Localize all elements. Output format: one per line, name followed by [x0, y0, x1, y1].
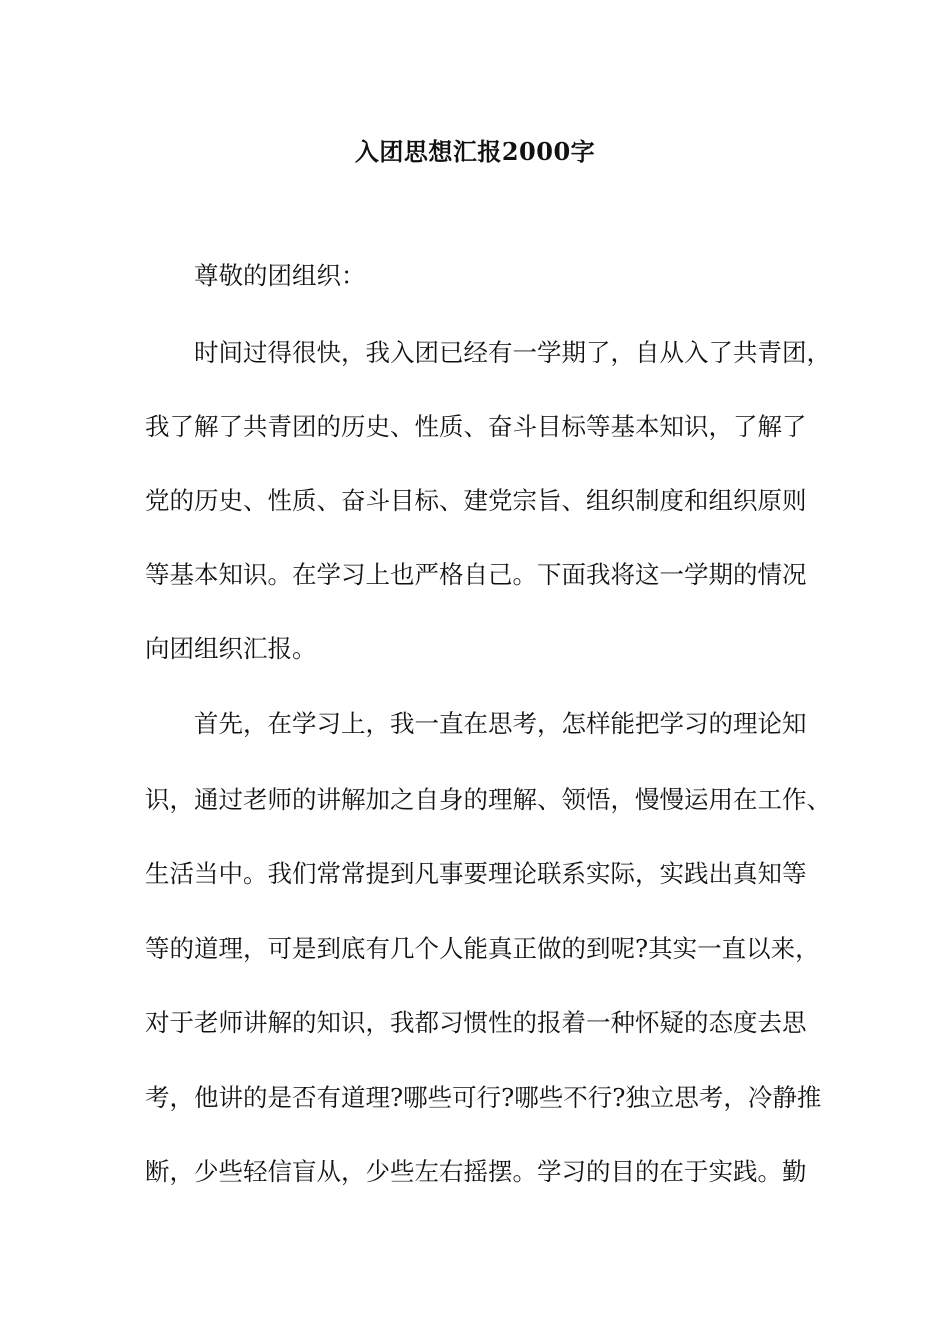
- paragraph-line: 对于老师讲解的知识，我都习惯性的报着一种怀疑的态度去思: [145, 1008, 807, 1037]
- salutation: 尊敬的团组织：: [194, 261, 366, 290]
- paragraph-line: 生活当中。我们常常提到凡事要理论联系实际，实践出真知等: [145, 859, 807, 888]
- paragraph-line: 等基本知识。在学习上也严格自己。下面我将这一学期的情况: [145, 560, 807, 589]
- paragraph-line: 向团组织汇报。: [145, 634, 317, 663]
- paragraph-line: 断，少些轻信盲从，少些左右摇摆。学习的目的在于实践。勤: [145, 1157, 807, 1186]
- paragraph-line: 首先，在学习上，我一直在思考，怎样能把学习的理论知: [194, 709, 807, 738]
- paragraph-line: 党的历史、性质、奋斗目标、建党宗旨、组织制度和组织原则: [145, 486, 807, 515]
- paragraph-line: 时间过得很快，我入团已经有一学期了，自从入了共青团，: [194, 338, 831, 367]
- paragraph-line: 等的道理，可是到底有几个人能真正做的到呢?其实一直以来，: [145, 934, 820, 963]
- paragraph-line: 我了解了共青团的历史、性质、奋斗目标等基本知识，了解了: [145, 412, 807, 441]
- document-title: 入团思想汇报2000字: [354, 137, 596, 166]
- paragraph-line: 考，他讲的是否有道理?哪些可行?哪些不行?独立思考，冷静推: [145, 1083, 822, 1112]
- paragraph-line: 识，通过老师的讲解加之自身的理解、领悟，慢慢运用在工作、: [145, 785, 831, 814]
